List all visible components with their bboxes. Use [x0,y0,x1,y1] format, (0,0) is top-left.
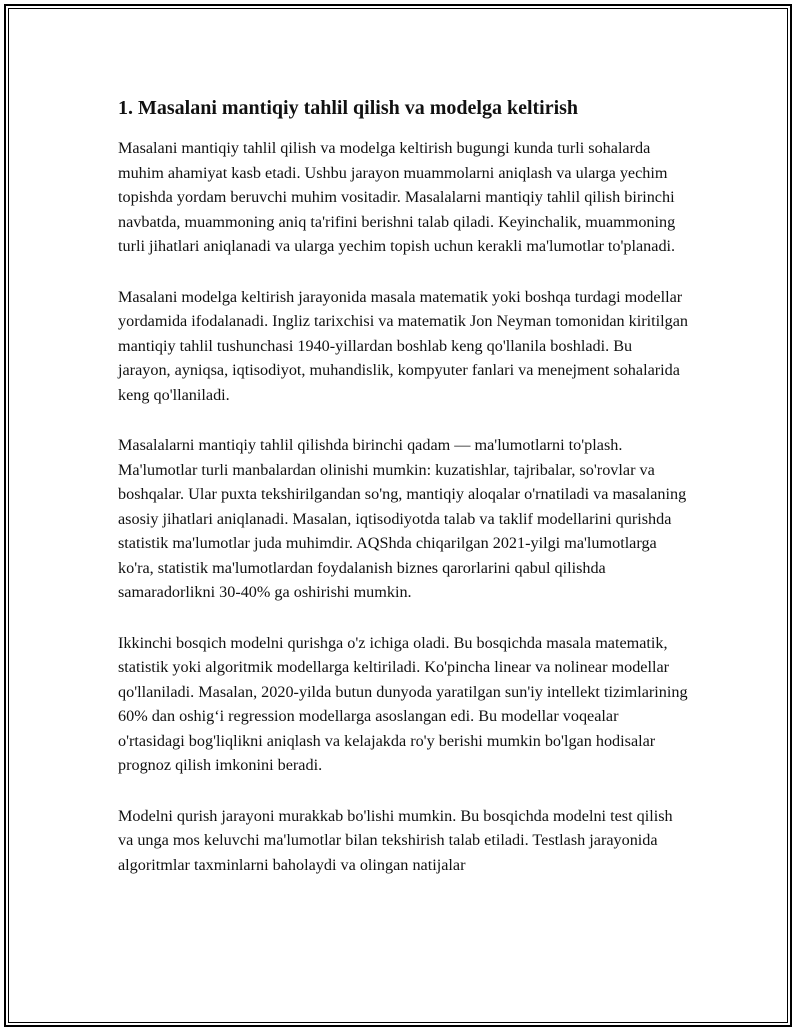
document-body [118,96,688,903]
paragraph-data-collection: Masalalarni mantiqiy tahlil qilishda birinchi qadam — ma'lumotlarni to'plash. Ma'lumotlar turli manbalardan olinishi mumkin: kuzatishlar, tajribalar, so'rovlar va boshqalar. Ular puxta tekshirilgandan so'ng, mantiqiy aloqalar o'rnatiladi va masalaning asosiy jihatlari aniqlanadi. Masalan, iqtisodiyotda talab va taklif modellarini qurishda statistik ma'lumotlar juda muhimdir. AQShda chiqarilgan 2021-yilgi ma'lumotlarga ko'ra, statistik ma'lumotlardan foydalanish biznes qarorlarini qabul qilishda samaradorlikni 30-40% ga oshirishi mumkin. [118,436,687,601]
paragraph-modeling: Masalani modelga keltirish jarayonida masala matematik yoki boshqa turdagi modellar yordamida ifodalanadi. Ingliz tarixchisi va matematik Jon Neyman tomonidan kiritilgan mantiqiy tahlil tushunchasi 1940-yillardan boshlab keng qo'llanila boshladi. Bu jarayon, ayniqsa, iqtisodiyot, muhandislik, kompyuter fanlari va menejment sohalarida keng qo'llaniladi. [118,287,689,404]
section-heading: 1. Masalani mantiqiy tahlil qilish va modelga keltirish [118,97,579,119]
paragraph-model-building: Ikkinchi bosqich modelni qurishga o'z ichiga oladi. Bu bosqichda masala matematik, statistik yoki algoritmik modellarga keltiriladi. Ko'pincha linear va nolinear modellar qo'llaniladi. Masalan, 2020-yilda butun dunyoda yaratilgan sun'iy intellekt tizimlarining 60% dan oshig‘i regression modellarga asoslangan edi. Bu modellar voqealar o'rtasidagi bog'liqlikni aniqlash va kelajakda ro'y berishi mumkin bo'lgan hodisalar prognoz qilish imkonini beradi. [118,633,688,774]
paragraph-model-testing: Modelni qurish jarayoni murakkab bo'lishi mumkin. Bu bosqichda modelni test qilish va unga mos keluvchi ma'lumotlar bilan tekshirish talab etiladi. Testlash jarayonida algoritmlar taxminlarni baholaydi va olingan natijalar [118,806,673,874]
paragraph-intro: Masalani mantiqiy tahlil qilish va modelga keltirish bugungi kunda turli sohalarda muhim ahamiyat kasb etadi. Ushbu jarayon muammolarni aniqlash va ularga yechim topishda yordam beruvchi muhim vositadir. Masalalarni mantiqiy tahlil qilish birinchi navbatda, muammoning aniq ta'rifini berishni talab qiladi. Keyinchalik, muammoning turli jihatlari aniqlanadi va ularga yechim topish uchun kerakli ma'lumotlar to'planadi. [118,139,676,255]
